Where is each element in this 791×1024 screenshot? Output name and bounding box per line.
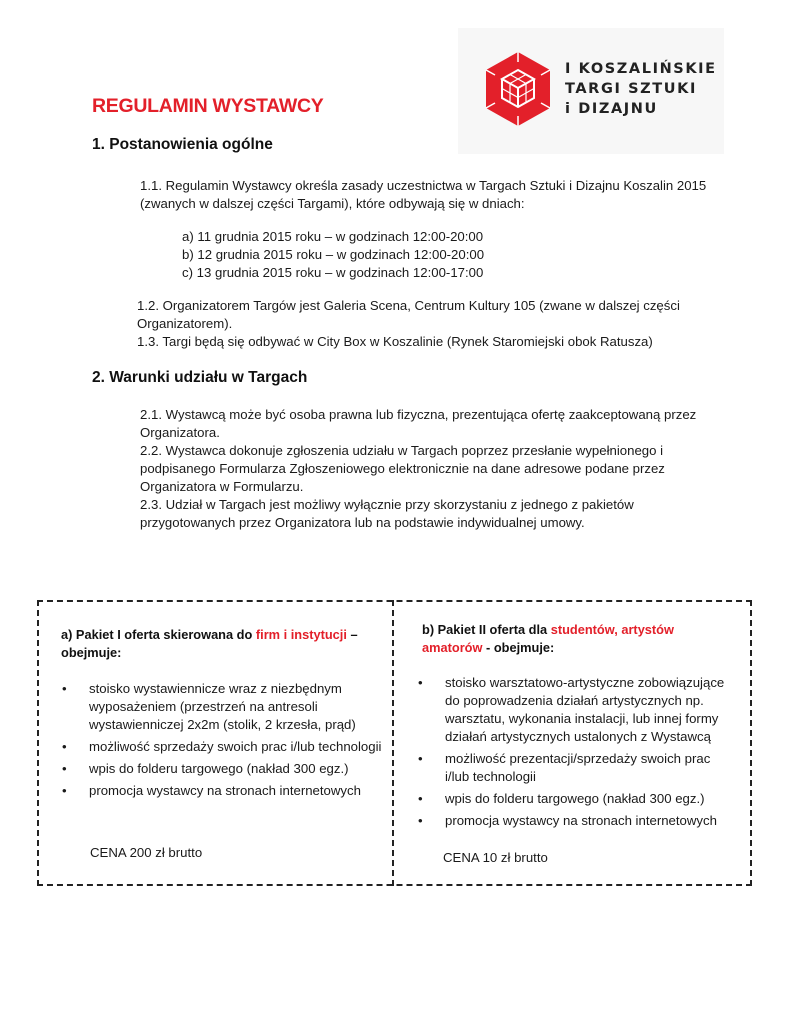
package-b-heading: b) Pakiet II oferta dla studentów, artystów amatorów - obejmuje:: [422, 622, 674, 655]
date-b: b) 12 grudnia 2015 roku – w godzinach 12:00-20:00: [182, 247, 485, 262]
list-item: • możliwość prezentacji/sprzedaży swoich prac i/lub technologii: [418, 751, 711, 784]
cube-logo-icon: [484, 50, 552, 128]
section-1-heading: 1. Postanowienia ogólne: [92, 136, 273, 153]
paragraph-1-1: 1.1. Regulamin Wystawcy określa zasady uczestnictwa w Targach Sztuki i Dizajnu Koszalin 2015 (zwanych w dalszej części Targami), które odbywają się w dniach:: [140, 178, 707, 211]
section-2-heading: 2. Warunki udziału w Targach: [92, 369, 308, 386]
list-item: • możliwość sprzedaży swoich prac i/lub technologii: [62, 739, 382, 754]
list-item: • wpis do folderu targowego (nakład 300 egz.): [418, 791, 705, 806]
list-item: • promocja wystawcy na stronach internetowych: [62, 783, 361, 798]
package-a-list: [62, 680, 381, 804]
logo-wordmark: [565, 59, 717, 119]
section-2-paragraphs: 2.1. Wystawcą może być osoba prawna lub fizyczna, prezentująca ofertę zaakceptowaną przez Organizatora. 2.2. Wystawca dokonuje zgłoszenia udziału w Targach poprzez przesłanie wypełnionego i podpisanego Formularza Zgłoszeniowego elektronicznie na dane adresowe podane przez Organizatora w Formularzu. 2.3. Udział w Targach jest możliwy wyłącznie przy skorzystaniu z jednego z pakietów przygotowanych przez Organizatora lub na podstawie indywidualnej umowy.: [140, 407, 697, 530]
list-item: • stoisko wystawiennicze wraz z niezbędnym wyposażeniem (przestrzeń na antresoli wystawienniczej 2x2m (stolik, 2 krzesła, prąd): [62, 681, 356, 732]
paragraph-1-2-1-3: 1.2. Organizatorem Targów jest Galeria Scena, Centrum Kultury 105 (zwane w dalszej części Organizatorem). 1.3. Targi będą się odbywać w City Box w Koszalinie (Rynek Staromiejski obok Ratusza): [137, 298, 680, 349]
logo-line-3: i DIZAJNU: [565, 101, 658, 117]
package-b-list: [418, 674, 724, 834]
document-title: REGULAMIN WYSTAWCY: [92, 95, 324, 117]
package-a-price: CENA 200 zł brutto: [90, 845, 203, 860]
date-c: c) 13 grudnia 2015 roku – w godzinach 12:00-17:00: [182, 265, 484, 280]
packages-divider: [392, 600, 394, 886]
dates-list: [182, 228, 484, 282]
package-a-heading: a) Pakiet I oferta skierowana do firm i instytucji – obejmuje:: [61, 627, 358, 660]
list-item: • promocja wystawcy na stronach internetowych: [418, 813, 717, 828]
package-b-price: CENA 10 zł brutto: [443, 850, 548, 865]
date-a: a) 11 grudnia 2015 roku – w godzinach 12:00-20:00: [182, 229, 484, 244]
list-item: • wpis do folderu targowego (nakład 300 egz.): [62, 761, 349, 776]
list-item: • stoisko warsztatowo-artystyczne zobowiązujące do poprowadzenia działań artystycznych np. warsztatu, wykonania instalacji, lub innej formy działań artystycznych ustalonych z Wystawcą: [418, 675, 725, 744]
logo-line-1: I KOSZALIŃSKIE: [565, 61, 717, 77]
logo-line-2: TARGI SZTUKI: [565, 81, 697, 97]
